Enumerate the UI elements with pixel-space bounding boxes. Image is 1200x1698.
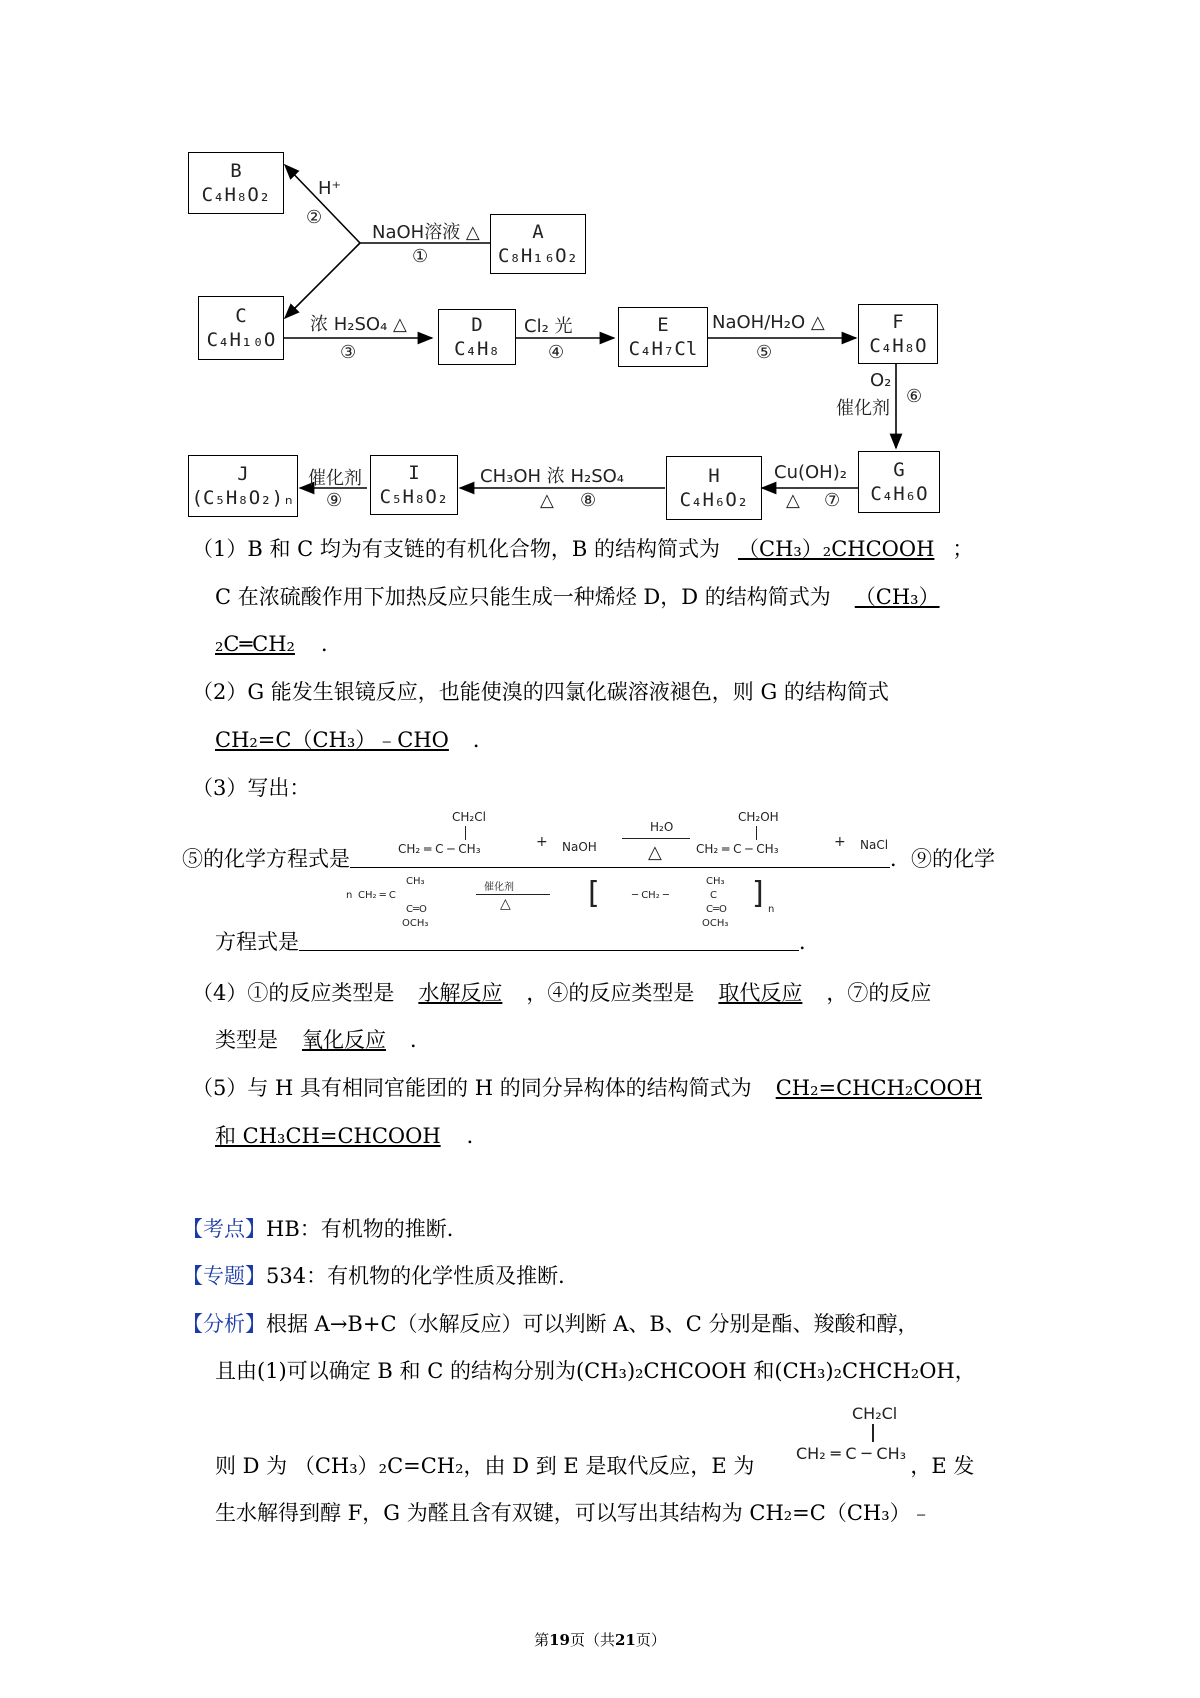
q3-eq5-line: ⑤的化学方程式是 ．⑨的化学 (182, 847, 995, 871)
compound-c: C C₄H₁₀O (198, 296, 284, 360)
scheme-lines (0, 0, 1200, 530)
q5-line2: 和 CH₃CH=CHCOOH ． (215, 1124, 488, 1148)
q4-line2: 类型是 氧化反应 ． (215, 1028, 431, 1052)
q2-answer: CH₂=C（CH₃）﹣CHO (215, 728, 449, 752)
eq9-och3: OCH₃ (402, 918, 429, 929)
eq5-h2o: H₂O (650, 820, 674, 834)
eq9-n: n (346, 890, 353, 901)
r9-number: ⑨ (326, 490, 343, 511)
r7-number: ⑦ (824, 490, 841, 511)
zhuanti-line: 【专题】534：有机物的化学性质及推断． (182, 1264, 580, 1288)
zhuanti-tag: 【专题】 (182, 1264, 266, 1288)
eq5-reactant: CH₂ ═ C ─ CH₃ (398, 842, 481, 856)
eq9-catalyst: 催化剂 (484, 882, 514, 893)
e-struct-main: CH₂ ═ C ─ CH₃ (796, 1444, 907, 1463)
fenxi-tag: 【分析】 (182, 1312, 266, 1336)
r8-delta: △ (540, 490, 554, 511)
compound-d: D C₄H₈ (438, 309, 516, 365)
q4-line1: （4）①的反应类型是 水解反应 ，④的反应类型是 取代反应 ，⑦的反应 (192, 981, 932, 1005)
r3-condition: 浓 H₂SO₄ △ (310, 314, 407, 335)
q5-line1: （5）与 H 具有相同官能团的 H 的同分异构体的结构简式为 CH₂=CHCH₂COOH (192, 1076, 983, 1100)
q1-answer-b: （CH₃）₂CHCOOH (738, 537, 935, 561)
eq9-bracket-right: ] (752, 876, 764, 911)
eq9-poly-c: C (710, 890, 717, 901)
r6-condition-catalyst: 催化剂 (836, 398, 890, 419)
eq9-delta: △ (500, 896, 511, 912)
q1-answer-d-part2: ₂C═CH₂ (215, 632, 295, 656)
q2-line2: CH₂=C（CH₃）﹣CHO ． (215, 728, 494, 752)
fenxi-line2: 且由(1)可以确定 B 和 C 的结构分别为(CH₃)₂CHCOOH 和(CH₃)₂CHCH₂OH， (215, 1359, 976, 1383)
compound-b: B C₄H₈O₂ (188, 152, 284, 214)
fenxi-line1: 【分析】根据 A→B+C（水解反应）可以判断 A、B、C 分别是酯、羧酸和醇， (182, 1312, 919, 1336)
r8-condition: CH₃OH 浓 H₂SO₄ (480, 466, 625, 487)
compound-g: G C₄H₆O (858, 451, 940, 513)
eq5-ch2oh: CH₂OH (738, 810, 779, 824)
eq9-poly-ch3: CH₃ (706, 876, 725, 887)
eq5-ch2cl: CH₂Cl (452, 810, 486, 824)
kaodian-line: 【考点】HB：有机物的推断． (182, 1217, 468, 1241)
r2-number: ② (306, 207, 323, 228)
q2-line1: （2）G 能发生银镜反应，也能使溴的四氯化碳溶液褪色，则 G 的结构简式 (192, 680, 889, 704)
q4-answer-4: 取代反应 (718, 981, 803, 1005)
r8-number: ⑧ (580, 490, 597, 511)
r6-condition-o2: O₂ (870, 370, 892, 391)
r1-condition: NaOH溶液 △ (372, 222, 480, 243)
eq5-plus1: + (536, 834, 548, 850)
compound-e: E C₄H₇Cl (618, 307, 708, 367)
eq9-bracket-left: [ (588, 876, 600, 911)
q1-line3: ₂C═CH₂ ． (215, 632, 342, 656)
q3-eq9-line: 方程式是 ． (215, 930, 820, 954)
page-total: 21 (615, 1631, 636, 1649)
q1-line1: （1）B 和 C 均为有支链的有机化合物，B 的结构简式为 （CH₃）₂CHCOOH ； (192, 537, 974, 561)
eq5-nacl: NaCl (860, 838, 889, 852)
r5-condition: NaOH/H₂O △ (712, 312, 825, 333)
fenxi-line4: 生水解得到醇 F，G 为醛且含有双键，可以写出其结构为 CH₂=C（CH₃）﹣ (215, 1501, 932, 1525)
compound-i: I C₅H₈O₂ (370, 455, 458, 515)
r3-number: ③ (340, 342, 357, 363)
eq5-product: CH₂ ═ C ─ CH₃ (696, 842, 779, 856)
eq5-plus2: + (834, 834, 846, 850)
eq9-poly-co: C═O (706, 904, 727, 915)
eq9-poly-chain: ─ CH₂ ─ (632, 890, 669, 901)
r6-number: ⑥ (906, 386, 923, 407)
r5-number: ⑤ (756, 342, 773, 363)
compound-a: A C₈H₁₆O₂ (490, 214, 586, 274)
arrow-r2-b (285, 165, 360, 243)
r7-condition: Cu(OH)₂ (774, 462, 847, 483)
eq9-co: C═O (406, 904, 427, 915)
q1-line2: C 在浓硫酸作用下加热反应只能生成一种烯烃 D，D 的结构简式为 （CH₃） (215, 585, 940, 609)
fenxi-line3: 则 D 为 （CH₃）₂C=CH₂，由 D 到 E 是取代反应，E 为 ，E 发 (215, 1454, 975, 1478)
eq5-delta: △ (648, 842, 662, 863)
compound-j: J (C₅H₈O₂)ₙ (188, 455, 298, 517)
r7-delta: △ (786, 490, 800, 511)
r4-condition: Cl₂ 光 (524, 316, 573, 337)
eq9-poly-och3: OCH₃ (702, 918, 729, 929)
page-number: 19 (549, 1631, 570, 1649)
compound-f: F C₄H₈O (858, 304, 938, 364)
kaodian-tag: 【考点】 (182, 1217, 266, 1241)
q5-answer-2: 和 CH₃CH=CHCOOH (215, 1124, 441, 1148)
compound-h: H C₄H₆O₂ (666, 456, 762, 520)
q1-answer-d-part1: （CH₃） (854, 585, 940, 609)
q5-answer-1: CH₂=CHCH₂COOH (775, 1076, 983, 1100)
r1-number: ① (412, 246, 429, 267)
page-footer: 第19页（共21页） (534, 1631, 666, 1649)
e-struct-ch2cl: CH₂Cl (852, 1404, 898, 1423)
r9-condition: 催化剂 (308, 468, 362, 489)
q3-title: （3）写出： (192, 776, 311, 800)
arrow-to-c (285, 243, 360, 318)
eq9-sub-n: n (768, 904, 775, 915)
eq9-monomer: CH₂ ═ C (358, 890, 396, 901)
q4-answer-1: 水解反应 (418, 981, 503, 1005)
r2-condition: H⁺ (318, 178, 342, 199)
q4-answer-7: 氧化反应 (302, 1028, 386, 1052)
eq5-naoh: NaOH (562, 840, 597, 854)
eq9-ch3-top: CH₃ (406, 876, 425, 887)
r4-number: ④ (548, 342, 565, 363)
